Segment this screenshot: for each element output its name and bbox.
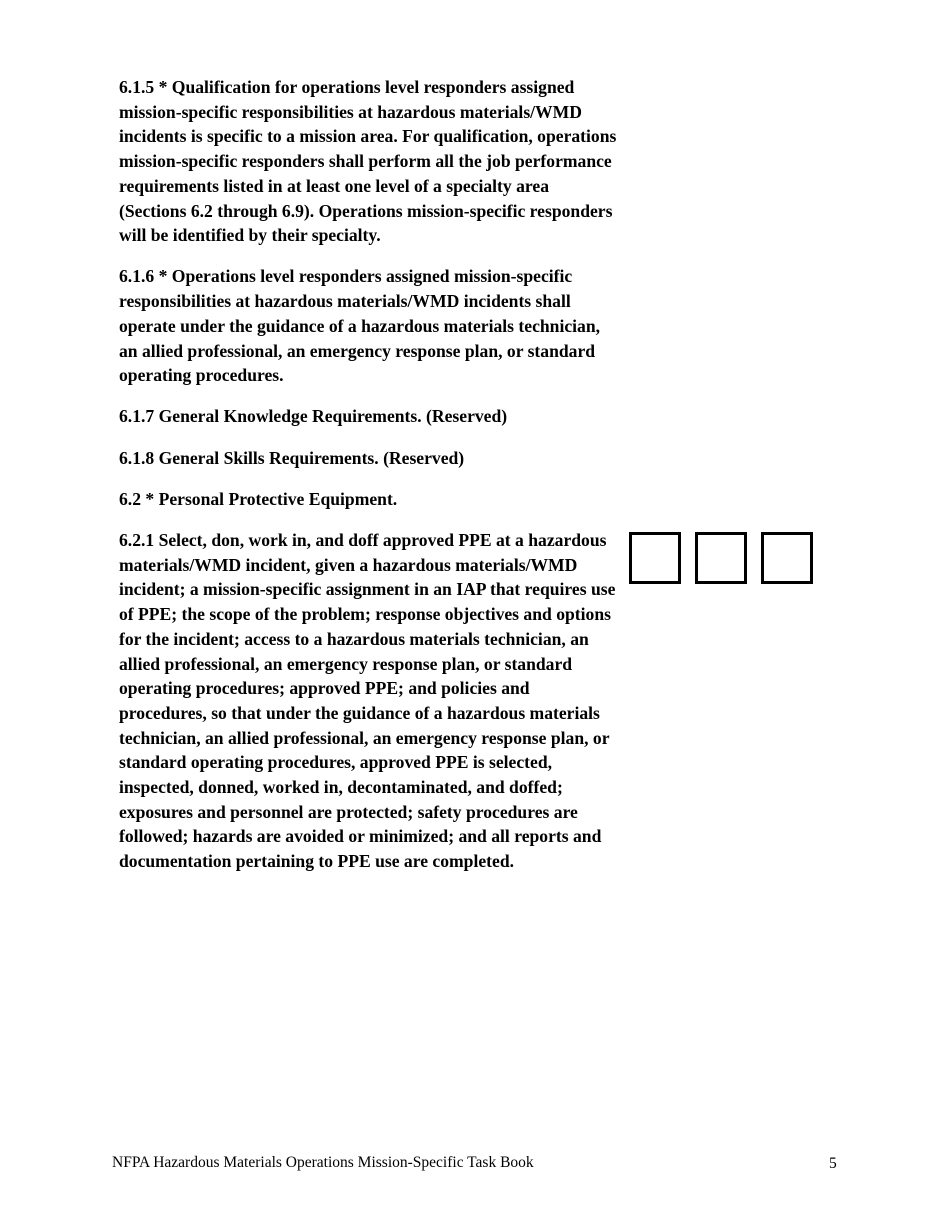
- paragraph-6-2: 6.2 * Personal Protective Equipment.: [119, 488, 398, 509]
- page-number: 5: [829, 1155, 837, 1172]
- paragraph-6-1-6: 6.1.6 * Operations level responders assigned mission-specific responsibilities at hazardous materials/WMD incidents shall operate under the guidance of a hazardous materials technician, an allied professional, an emergency response plan, or standard operating procedures.: [119, 266, 601, 386]
- body-text: [119, 75, 619, 890]
- paragraph-6-1-8: 6.1.8 General Skills Requirements. (Reserved): [119, 447, 465, 468]
- signoff-checkbox-3[interactable]: [761, 532, 813, 584]
- signoff-checkbox-2[interactable]: [695, 532, 747, 584]
- signoff-checkbox-1[interactable]: [629, 532, 681, 584]
- paragraph-6-2-1: 6.2.1 Select, don, work in, and doff approved PPE at a hazardous materials/WMD incident, given a hazardous materials/WMD incident; a mission-specific assignment in an IAP that requires use of PPE; the scope of the problem; response objectives and options for the incident; access to a hazardous materials technician, an allied professional, an emergency response plan, or standard operating procedures; approved PPE; and policies and procedures, so that under the guidance of a hazardous materials technician, an allied professional, an emergency response plan, or standard operating procedures, approved PPE is selected, inspected, donned, worked in, decontaminated, and doffed; exposures and personnel are protected; safety procedures are followed; hazards are avoided or minimized; and all reports and documentation pertaining to PPE use are completed.: [119, 530, 616, 872]
- footer-title: NFPA Hazardous Materials Operations Mission-Specific Task Book: [112, 1154, 534, 1171]
- paragraph-6-1-5: 6.1.5 * Qualification for operations level responders assigned mission-specific responsibilities at hazardous materials/WMD incidents is specific to a mission area. For qualification, operations mission-specific responders shall perform all the job performance requirements listed in at least one level of a specialty area (Sections 6.2 through 6.9). Operations mission-specific responders will be identified by their specialty.: [119, 77, 617, 246]
- paragraph-6-1-7: 6.1.7 General Knowledge Requirements. (Reserved): [119, 406, 508, 427]
- signoff-checkbox-group: [629, 532, 813, 584]
